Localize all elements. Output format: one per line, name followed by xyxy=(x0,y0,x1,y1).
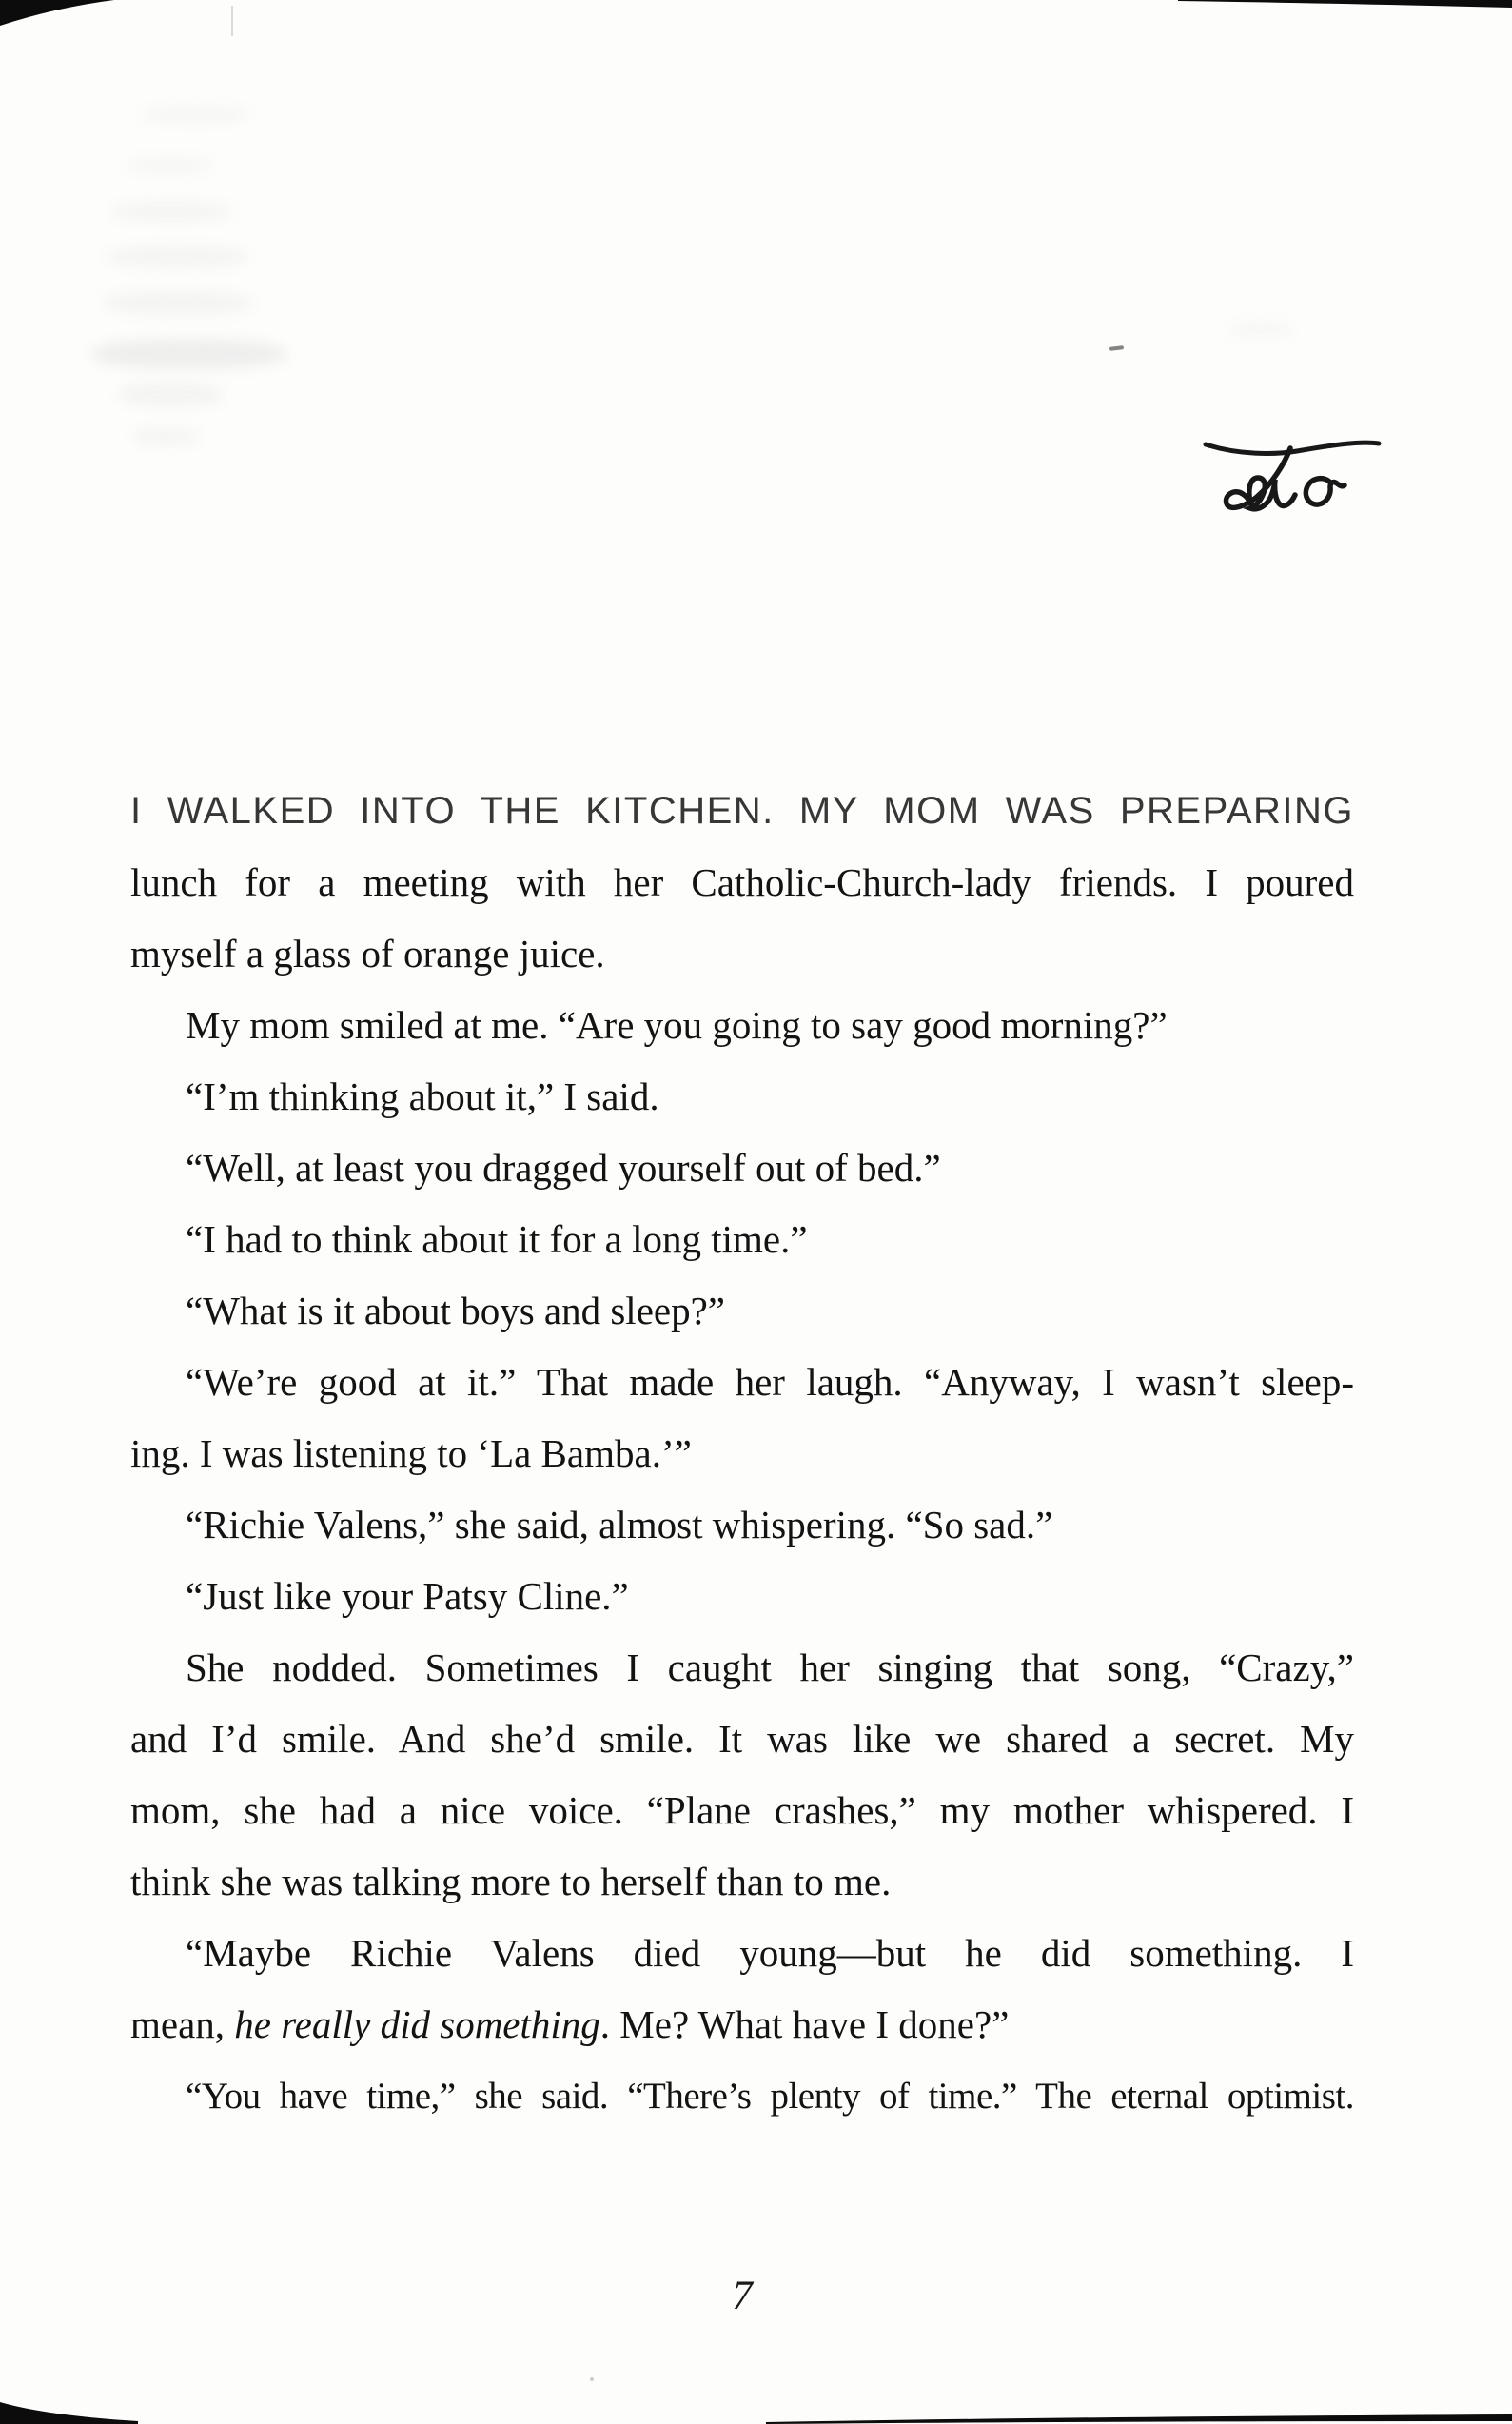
text-line: “We’re good at it.” That made her laugh. “Anyway, I wasn’t sleep- xyxy=(186,1360,1354,1404)
text-segment: mean, xyxy=(130,2002,235,2046)
scan-hairline-artifact xyxy=(231,6,233,36)
text-line: I WALKED INTO THE KITCHEN. MY MOM WAS PREPARING xyxy=(130,790,1354,832)
text-line: “Well, at least you dragged yourself out of bed.” xyxy=(186,1146,941,1190)
text-line: “I had to think about it for a long time.” xyxy=(186,1217,808,1261)
text-line xyxy=(130,1989,1354,2060)
text-line: “Richie Valens,” she said, almost whispering. “So sad.” xyxy=(186,1503,1053,1547)
text-line: “I’m thinking about it,” I said. xyxy=(186,1074,659,1118)
italic-text-segment: he really did something xyxy=(234,2002,600,2046)
text-line: ing. I was listening to ‘La Bamba.’” xyxy=(130,1431,692,1475)
text-line: “You have time,” she said. “There’s plenty of time.” The eternal optimist. xyxy=(186,2076,1354,2117)
text-line: mom, she had a nice voice. “Plane crashes,” my mother whispered. I xyxy=(130,1788,1354,1832)
text-line: think she was talking more to herself than to me. xyxy=(130,1860,892,1903)
text-line: She nodded. Sometimes I caught her singing that song, “Crazy,” xyxy=(186,1646,1354,1689)
text-line: “Just like your Patsy Cline.” xyxy=(186,1574,629,1618)
chapter-heading xyxy=(1192,428,1383,523)
text-segment: . Me? What have I done?” xyxy=(599,2002,1010,2046)
text-line: lunch for a meeting with her Catholic-Church-lady friends. I poured xyxy=(130,860,1354,904)
scan-artifact-top-left xyxy=(0,0,114,26)
text-line: and I’d smile. And she’d smile. It was like we shared a secret. My xyxy=(130,1717,1354,1761)
scan-artifact-bottom-right xyxy=(766,2414,1512,2424)
text-line: myself a glass of orange juice. xyxy=(130,932,605,976)
scan-artifact-bottom-left xyxy=(0,2402,138,2424)
text-line: “What is it about boys and sleep?” xyxy=(186,1289,725,1332)
text-line: “Maybe Richie Valens died young—but he did something. I xyxy=(186,1931,1354,1975)
stray-dash-artifact xyxy=(1109,345,1124,351)
body-text xyxy=(130,776,1354,2132)
text-line: My mom smiled at me. “Are you going to say good morning?” xyxy=(186,1003,1168,1047)
page-number: 7 xyxy=(732,2274,753,2318)
script-two-glyph xyxy=(1192,428,1383,523)
scan-artifact-top-right xyxy=(1178,0,1512,8)
